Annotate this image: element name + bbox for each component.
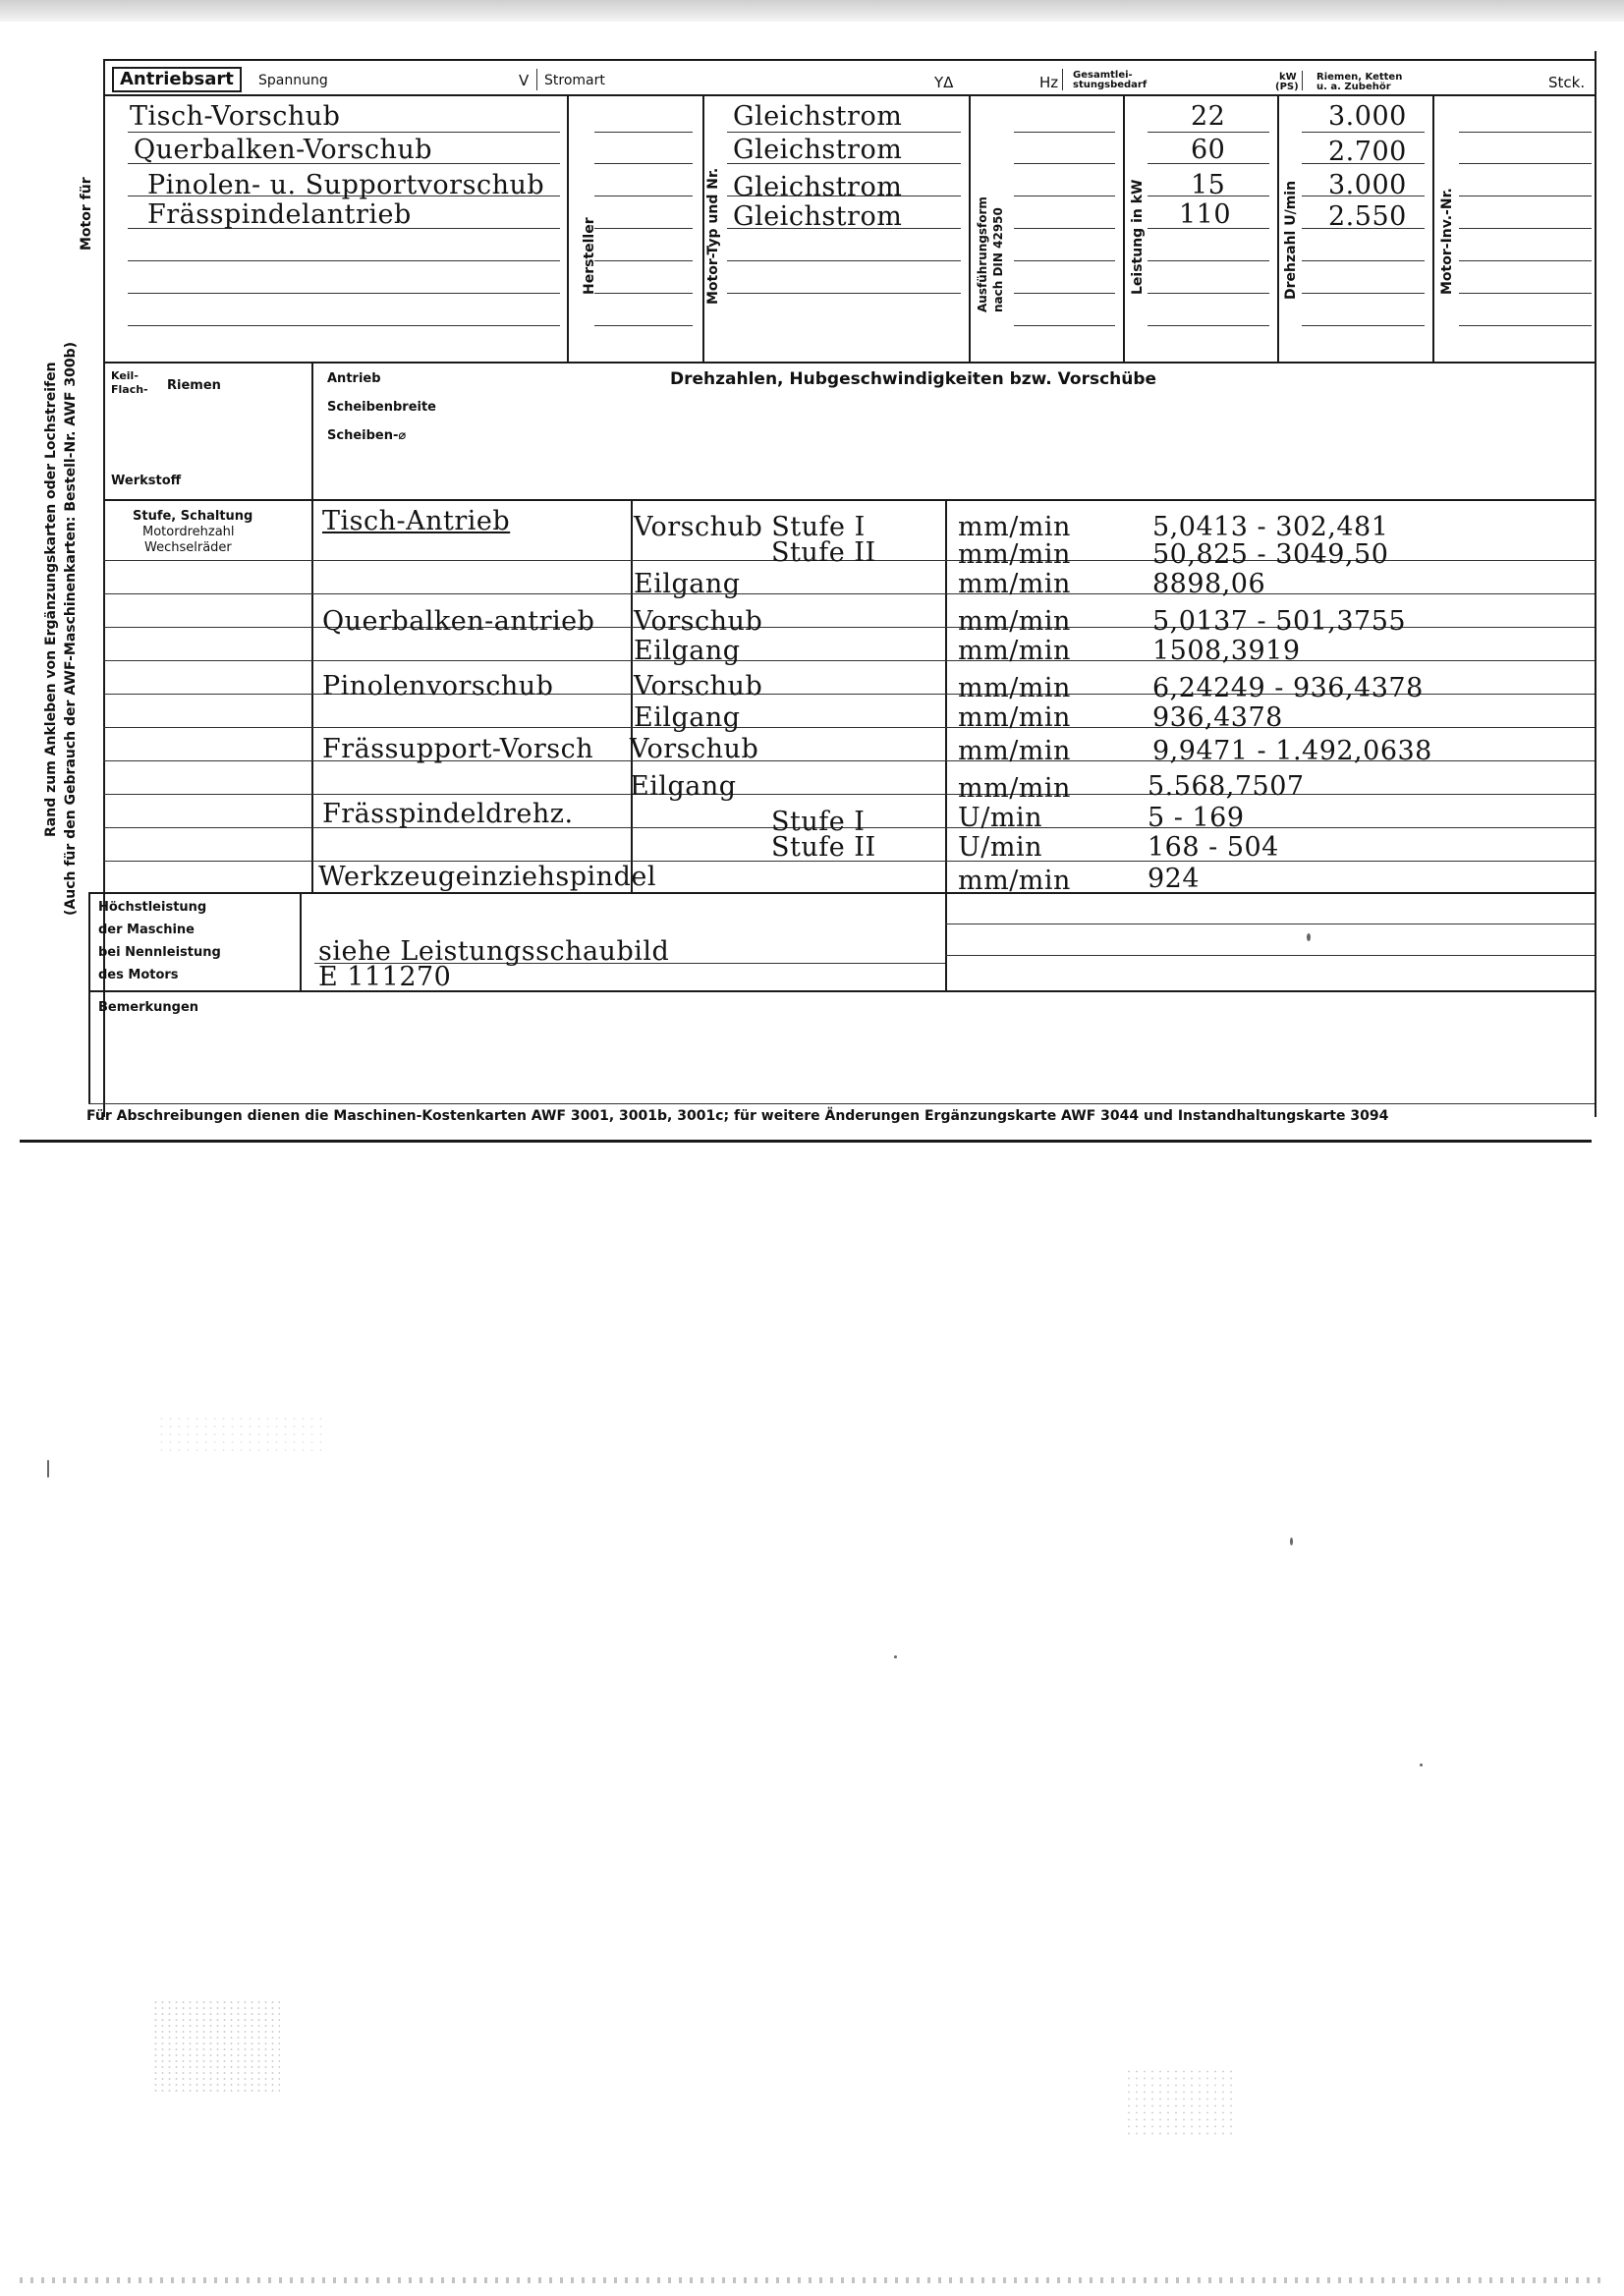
rule	[1014, 132, 1115, 133]
speed-row-9-type: Eilgang	[630, 771, 737, 802]
divider	[1302, 71, 1303, 90]
col-divider	[969, 94, 971, 362]
speed-row-12-unit: mm/min	[958, 866, 1071, 896]
rule	[103, 660, 1595, 661]
rule	[103, 727, 1595, 728]
rule	[1014, 325, 1115, 326]
flach-label: Flach-	[111, 383, 148, 396]
rule	[594, 163, 693, 164]
scan-noise	[1125, 2068, 1233, 2137]
hoechst-label-2: der Maschine	[98, 923, 195, 937]
kw-label: kW	[1279, 72, 1297, 83]
speed-row-6-value: 6,24249 - 936,4378	[1152, 673, 1424, 703]
rule	[1148, 260, 1269, 261]
scan-speck	[47, 1460, 49, 1478]
rule	[1459, 132, 1592, 133]
bem-left	[88, 990, 90, 1103]
riemen-label-1: Riemen, Ketten	[1316, 72, 1403, 83]
hoechst-label-4: des Motors	[98, 968, 179, 982]
speed-row-2-unit: mm/min	[958, 539, 1071, 570]
bemerkungen-label: Bemerkungen	[98, 1000, 199, 1015]
hl-left	[88, 892, 90, 990]
spannung-label: Spannung	[258, 73, 328, 88]
divider	[536, 69, 537, 90]
werkstoff-label: Werkstoff	[111, 474, 182, 488]
speed-row-10-type: Stufe I	[771, 807, 866, 837]
speed-row-8-name: Frässupport-Vorsch	[322, 734, 594, 764]
hoechst-bottom	[88, 990, 1595, 992]
rule	[1302, 325, 1425, 326]
speed-row-5-type: Eilgang	[634, 636, 741, 666]
col-divider	[1123, 94, 1125, 362]
speed-row-2-type: Stufe II	[771, 537, 876, 568]
rule	[1014, 163, 1115, 164]
footer-text: Für Abschreibungen dienen die Maschinen-Kostenkarten AWF 3001, 3001b, 3001c; für weitere Änderungen Ergänzungskarte AWF 3044 und Instandhaltungskarte 3094	[86, 1108, 1389, 1124]
motor-fuer-label: Motor für	[79, 177, 94, 251]
page-bottom-rule	[20, 1140, 1592, 1143]
speed-row-10-name: Frässpindeldrehz.	[322, 799, 574, 829]
riemen-label-2: u. a. Zubehör	[1316, 82, 1391, 92]
rule	[128, 132, 560, 133]
motor-inv-label: Motor-Inv.-Nr.	[1439, 188, 1455, 295]
rule	[945, 955, 1595, 956]
motor-block-bottom	[103, 362, 1596, 364]
frame-right	[1595, 51, 1596, 1117]
col-divider	[567, 94, 569, 362]
motor-row-4-kw: 110	[1179, 199, 1232, 230]
col-divider	[1277, 94, 1279, 362]
speed-row-6-unit: mm/min	[958, 673, 1071, 703]
ausfuehrung-label-2: nach DIN 42950	[991, 207, 1005, 312]
rule	[594, 260, 693, 261]
rule	[1302, 132, 1425, 133]
motor-row-4-name: Frässpindelantrieb	[147, 199, 412, 230]
header-bottom-rule	[103, 94, 1596, 96]
scan-edge	[0, 0, 1624, 22]
speed-row-7-type: Eilgang	[634, 702, 741, 733]
rule	[103, 593, 1595, 594]
speed-row-3-unit: mm/min	[958, 569, 1071, 599]
scheiben-d-label: Scheiben-⌀	[327, 428, 407, 443]
rule	[594, 132, 693, 133]
ps-label: (PS)	[1275, 82, 1299, 92]
speed-row-4-name: Querbalken-antrieb	[322, 606, 595, 637]
rule	[1459, 260, 1592, 261]
motor-row-1-name: Tisch-Vorschub	[130, 101, 341, 132]
motor-row-3-name: Pinolen- u. Supportvorschub	[147, 170, 545, 200]
antrieb-label: Antrieb	[327, 371, 381, 386]
speed-row-8-unit: mm/min	[958, 736, 1071, 766]
hoechst-value-1: siehe Leistungsschaubild	[318, 936, 670, 967]
hz-label: Hz	[1039, 74, 1059, 91]
antriebsart-label: Antriebsart	[112, 67, 242, 92]
speed-row-7-value: 936,4378	[1152, 702, 1283, 733]
leistung-label: Leistung in kW	[1130, 179, 1146, 295]
motor-row-2-rpm: 2.700	[1328, 137, 1407, 167]
speed-row-1-name: Tisch-Antrieb	[322, 506, 511, 536]
hoechst-label-3: bei Nennleistung	[98, 945, 221, 960]
speed-row-9-unit: mm/min	[958, 773, 1071, 804]
gesamtleistung-label-1: Gesamtlei-	[1073, 70, 1133, 81]
motor-typ-label: Motor-Typ und Nr.	[705, 167, 721, 305]
rule	[1459, 228, 1592, 229]
bem-bottom	[88, 1103, 1595, 1104]
speed-row-4-value: 5,0137 - 501,3755	[1152, 606, 1407, 637]
drehzahlen-title: Drehzahlen, Hubgeschwindigkeiten bzw. Vorschübe	[670, 369, 1157, 389]
rule	[1014, 228, 1115, 229]
rule	[103, 794, 1595, 795]
speed-row-8-value: 9,9471 - 1.492,0638	[1152, 736, 1432, 766]
speed-row-11-type: Stufe II	[771, 832, 876, 863]
frame-top	[103, 59, 1596, 61]
speed-row-12-value: 924	[1148, 864, 1201, 894]
rule	[727, 132, 961, 133]
motor-row-3-stromart: Gleichstrom	[733, 172, 903, 202]
rule	[1148, 325, 1269, 326]
speed-row-7-unit: mm/min	[958, 702, 1071, 733]
speed-row-11-unit: U/min	[958, 832, 1042, 863]
motor-row-4-stromart: Gleichstrom	[733, 201, 903, 232]
rule	[128, 260, 560, 261]
scan-speck	[1307, 933, 1311, 941]
rule	[128, 325, 560, 326]
rule	[1014, 293, 1115, 294]
col-divider	[1432, 94, 1434, 362]
stromart-label: Stromart	[544, 73, 605, 88]
speed-row-1-value: 5,0413 - 302,481	[1152, 512, 1389, 542]
rule	[727, 293, 961, 294]
stufe-label-1: Stufe, Schaltung	[133, 509, 253, 524]
rule	[1459, 293, 1592, 294]
speed-row-4-type: Vorschub	[634, 606, 763, 637]
motor-row-2-name: Querbalken-Vorschub	[134, 135, 433, 165]
rule	[128, 293, 560, 294]
speed-row-3-value: 8898,06	[1152, 569, 1266, 599]
scan-speck	[1290, 1538, 1293, 1545]
rule	[594, 228, 693, 229]
speed-row-10-value: 5 - 169	[1148, 803, 1245, 833]
motor-row-3-kw: 15	[1191, 170, 1226, 200]
rule	[594, 325, 693, 326]
hersteller-label: Hersteller	[582, 217, 597, 295]
speeds-divider-2	[631, 499, 633, 892]
speed-row-10-unit: U/min	[958, 803, 1042, 833]
speed-row-5-unit: mm/min	[958, 636, 1071, 666]
motor-row-1-kw: 22	[1191, 101, 1226, 132]
divider	[1062, 69, 1063, 90]
speed-row-8-type: Vorschub	[630, 734, 759, 764]
speed-row-4-unit: mm/min	[958, 606, 1071, 637]
belt-divider	[311, 362, 313, 499]
motor-row-1-rpm: 3.000	[1328, 101, 1407, 132]
speed-row-2-value: 50,825 - 3049,50	[1152, 539, 1389, 570]
scan-noise	[20, 2277, 1604, 2283]
ausfuehrung-label-1: Ausführungsform	[976, 196, 989, 312]
scan-speck	[894, 1655, 897, 1658]
rule	[1302, 260, 1425, 261]
rule	[1459, 325, 1592, 326]
speeds-bottom	[88, 892, 1595, 894]
volt-label: V	[519, 72, 530, 89]
scan-noise	[152, 1999, 280, 2093]
rule	[1302, 293, 1425, 294]
side-strip-2: (Auch für den Gebrauch der AWF-Maschinenkarten: Bestell-Nr. AWF 300b)	[63, 341, 79, 916]
belt-block-bottom	[103, 499, 1596, 501]
scan-noise	[157, 1415, 324, 1454]
hoechst-label-1: Höchstleistung	[98, 900, 207, 915]
rule	[1148, 293, 1269, 294]
col-divider	[702, 94, 704, 362]
scan-speck	[1420, 1764, 1423, 1766]
scheibenbreite-label: Scheibenbreite	[327, 400, 436, 415]
y-delta-label: YΔ	[934, 74, 954, 91]
motor-row-1-stromart: Gleichstrom	[733, 101, 903, 132]
speed-row-11-value: 168 - 504	[1148, 832, 1279, 863]
speeds-divider-3	[945, 499, 947, 990]
stufe-label-3: Wechselräder	[144, 540, 232, 555]
motor-row-3-rpm: 3.000	[1328, 170, 1407, 200]
side-strip-1: Rand zum Ankleben von Ergänzungskarten oder Lochstreifen	[43, 362, 59, 837]
gesamtleistung-label-2: stungsbedarf	[1073, 80, 1148, 90]
hoechst-value-2: E 111270	[318, 962, 452, 992]
stufe-label-2: Motordrehzahl	[142, 525, 235, 539]
stck-label: Stck.	[1548, 74, 1586, 91]
rule	[594, 293, 693, 294]
speed-row-1-type: Vorschub Stufe I	[634, 512, 866, 542]
speed-row-5-value: 1508,3919	[1152, 636, 1301, 666]
riemen-label: Riemen	[167, 378, 221, 393]
speeds-divider-1	[311, 499, 313, 892]
motor-row-2-stromart: Gleichstrom	[733, 135, 903, 165]
motor-row-4-rpm: 2.550	[1328, 201, 1407, 232]
speed-row-1-unit: mm/min	[958, 512, 1071, 542]
rule	[1148, 132, 1269, 133]
speed-row-9-value: 5.568,7507	[1148, 771, 1305, 802]
motor-row-2-kw: 60	[1191, 135, 1226, 165]
rule	[727, 260, 961, 261]
speed-row-6-type: Vorschub	[634, 671, 763, 701]
speed-row-3-type: Eilgang	[634, 569, 741, 599]
rule	[1014, 260, 1115, 261]
speed-row-12-name: Werkzeugeinziehspindel	[318, 862, 656, 892]
keil-label: Keil-	[111, 369, 139, 382]
speed-row-6-name: Pinolenvorschub	[322, 671, 554, 701]
drehzahl-label: Drehzahl U/min	[1283, 180, 1299, 300]
rule	[1459, 163, 1592, 164]
hl-divider	[300, 892, 302, 990]
